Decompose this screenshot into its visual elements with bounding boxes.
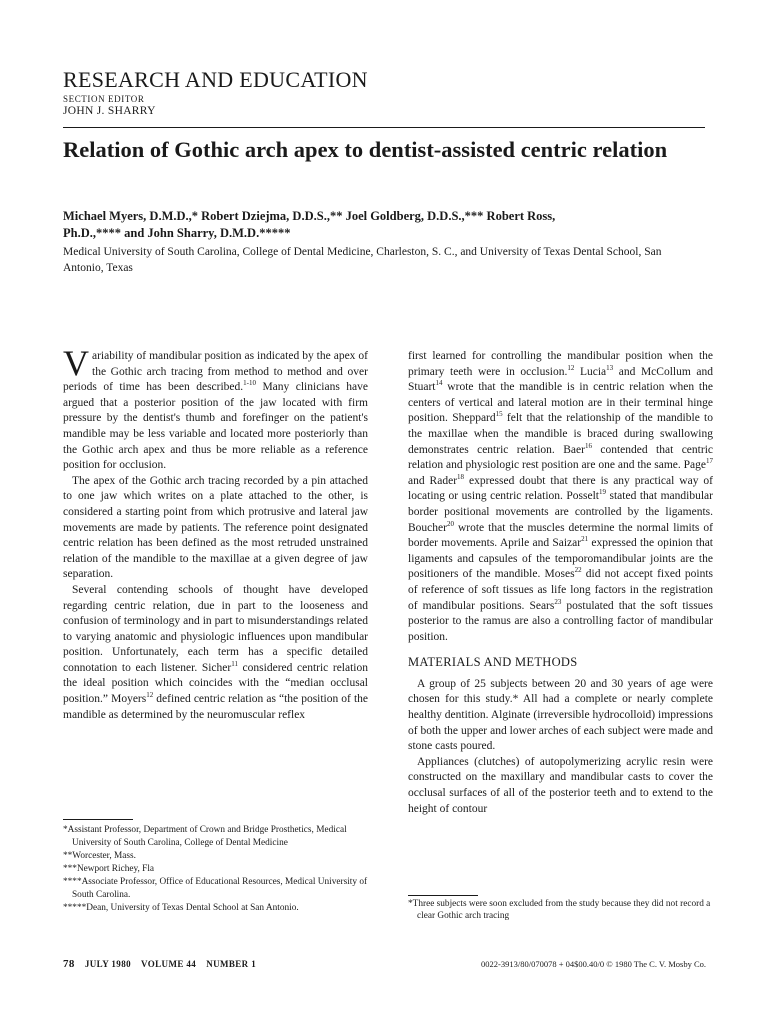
right-column [408,349,713,817]
footnote-item: **Worcester, Mass. [63,851,136,861]
intro-text-b: Many clinicians have argued that a posterior position of the jaw located with firm pressure by the dentist's thumb and forefinger on the patient's mandible may be less variable and located more posteriorly than the Gothic arch apex and thus be more reliable as a reference position for occlusion. [63,381,368,472]
section-header [63,68,703,117]
citation-sup: 14 [435,379,443,388]
footnote-item: ****Associate Professor, Office of Educational Resources, Medical University of South Carolina. [63,877,368,900]
schools-text-b: considered centric relation the ideal position which coincides with the “median occlusal position.” Moyers [63,661,368,706]
copyright-citation: 0022-3913/80/070078 + 04$00.40/0 © 1980 The C. V. Mosby Co. [481,959,706,969]
text-run: felt that the relationship of the mandible to the maxillae when the mandible is braced during swallowing demonstrates centric relation. Baer [408,412,714,456]
author-line-1: Michael Myers, D.M.D.,* Robert Dziejma, D.D.S.,** Joel Goldberg, D.D.S.,*** Robert Ross, [63,209,556,223]
paragraph-intro [63,343,368,474]
page-number: 78 [63,958,75,970]
issue-number: NUMBER 1 [206,959,257,969]
citation-sup: 16 [584,441,592,450]
text-run: and Rader [408,474,458,487]
section-title: RESEARCH AND EDUCATION [63,67,368,92]
paragraph-appliances: Appliances (clutches) of autopolymerizing acrylic resin were constructed on the maxillary and mandibular casts to cover the occlusal surfaces of all of the posterior teeth and to extend to the height of contour [408,755,713,815]
article-title: Relation of Gothic arch apex to dentist-assisted centric relation [63,137,668,162]
section-editor-name: JOHN J. SHARRY [63,105,156,117]
citation-sup: 18 [457,472,465,481]
text-run: expressed doubt that there is any practical way of locating or using centric relation. Posselt [408,474,713,503]
citation-sup: 15 [495,410,503,419]
footnote-rule-right [408,895,478,896]
text-run: Lucia [574,365,607,378]
paragraph-subjects: A group of 25 subjects between 20 and 30 years of age were chosen for this study.* All had a complete or nearly complete healthy dentition. Alginate (irreversible hydrocolloid) impressions of both the upper and lower arches of each subject were made and stone casts poured. [408,677,713,753]
citation-sup: 12 [567,363,575,372]
text-run: postulated that the soft tissues posterior to the ramus are also a controlling factor of mandibular position. [408,599,714,643]
issue-date: JULY 1980 [84,959,132,969]
citation-sup: 19 [599,488,606,497]
text-run: did not accept fixed points of reference of soft tissues as life long factors in the registration of mandibular positions. Sears [408,568,713,612]
text-run: first learned for controlling the mandibular position when the primary teeth were in occlusion. [408,350,713,378]
citation-sup: 22 [574,566,582,575]
footnote-item: *****Dean, University of Texas Dental School at San Antonio. [63,903,299,913]
schools-text-a: Several contending schools of thought have developed regarding centric relation, due in part to the looseness and confusion of terminology and in part to misunderstandings related to varying anatomic and physiologic influences upon mandibular position. Unfortunately, each term has a specific detailed connotation to each listener. Sicher [63,583,368,674]
section-editor-label: SECTION EDITOR [63,94,145,104]
footnote-item: *Assistant Professor, Department of Crown and Bridge Prosthetics, Medical University of South Carolina, College of Dental Medicine [63,825,347,848]
citation-sup: 11 [231,660,238,669]
author-list [63,208,703,242]
intro-text-a: ariability of mandibular position as indicated by the apex of the Gothic arch tracing from method to method and over periods of time has been described. [63,350,368,394]
author-footnotes [63,824,373,915]
section-heading-materials: MATERIALS AND METHODS [408,655,578,670]
paragraph-schools [63,583,368,723]
footnote-item: ***Newport Richey, Fla [63,864,155,874]
journal-issue-info [63,958,266,970]
citation-sup: 1-10 [243,379,256,388]
text-run: wrote that the muscles determine the normal limits of border movements. Aprile and Saizar [408,521,713,550]
citation-sup: 23 [554,597,562,606]
text-run: stated that mandibular border positional movements are controlled by the ligaments. Boucher [408,490,713,534]
citation-sup: 21 [581,535,589,544]
left-column [63,343,368,723]
text-run: wrote that the mandible is in centric relation when the centers of vertical and lateral motion are in their terminal hinge position. Sheppard [408,381,713,425]
text-run: expressed the opinion that ligaments and capsules of the temporomandibular joints are the positioners of the mandible. Moses [408,537,713,581]
drop-cap: V [63,343,89,383]
header-rule [63,127,705,128]
citation-sup: 20 [446,519,454,528]
author-line-2: Ph.D.,**** and John Sharry, D.M.D.***** [63,226,291,240]
paragraph-literature [408,349,713,645]
affiliation: Medical University of South Carolina, College of Dental Medicine, Charleston, S. C., and University of Texas Dental School, San Antonio, Texas [63,246,662,274]
footnote-rule-left [63,819,133,820]
citation-sup: 17 [706,457,713,466]
text-run: contended that centric relation and physiologic rest position are one and the same. Page [408,443,713,472]
citation-sup: 13 [606,363,614,372]
paragraph-gothic-arch: The apex of the Gothic arch tracing recorded by a pin attached to one jaw which writes on a plate attached to the other, is considered a starting point from which protrusive and lateral jaw movements are made by patients. The reference point designated centric relation has been defined as the most retruded unstrained relation of the mandible to the maxillae at a given degree of jaw separation. [63,474,368,581]
text-run: and McCollum and Stuart [408,365,713,394]
study-footnote: *Three subjects were soon excluded from the study because they did not record a clear Gothic arch tracing [408,899,711,921]
volume: VOLUME 44 [141,959,197,969]
citation-sup: 12 [146,691,154,700]
schools-text-c: defined centric relation as “the position of the mandible as determined by the neuromuscular reflex [63,693,368,721]
